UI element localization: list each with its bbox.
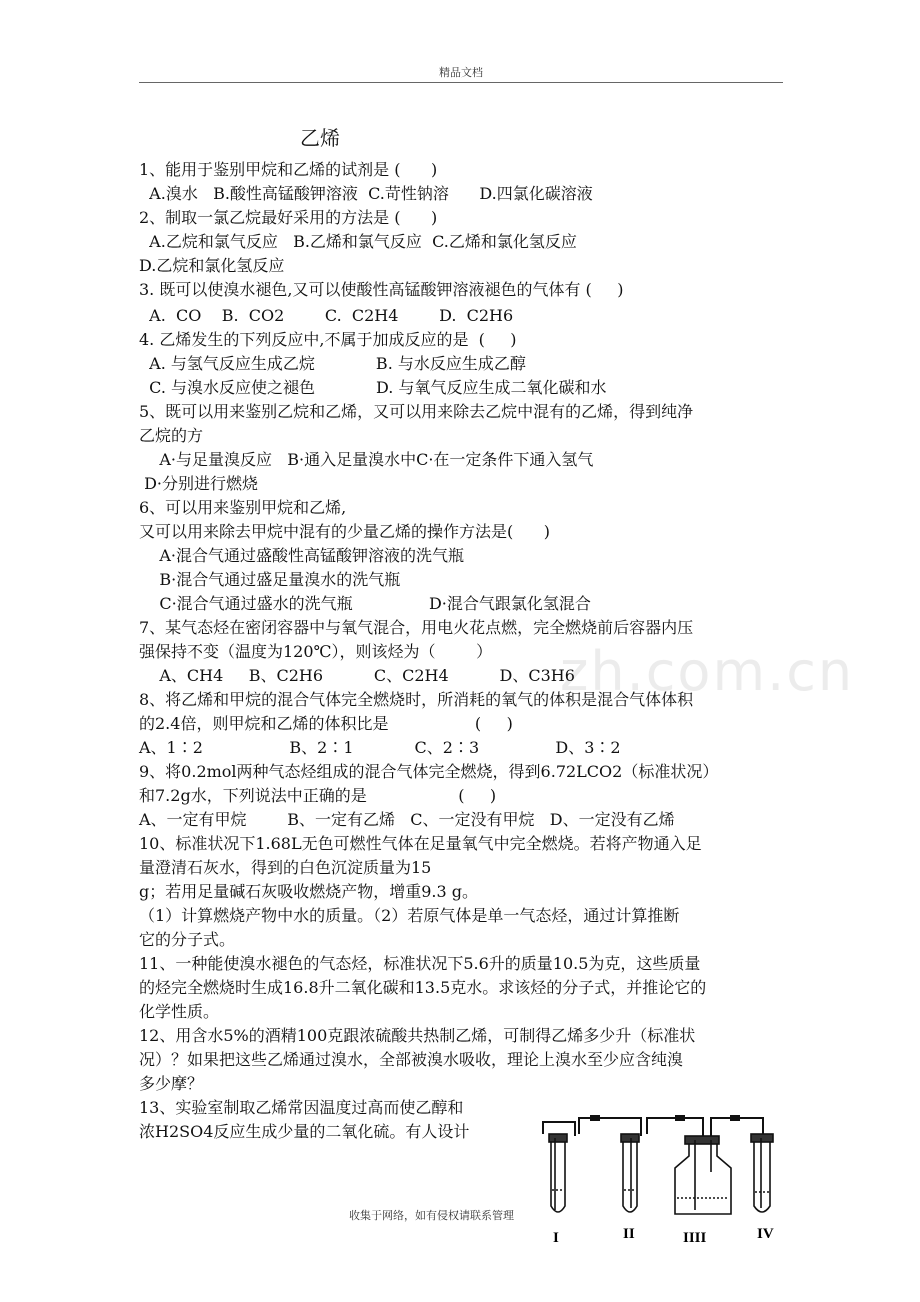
text-line: A·与足量溴反应 B·通入足量溴水中C·在一定条件下通入氢气 bbox=[139, 450, 594, 469]
text-line: 1、能用于鉴别甲烷和乙烯的试剂是 ( ) bbox=[139, 160, 438, 179]
apparatus-label-3: IIII bbox=[683, 1230, 707, 1246]
text-line: 的2.4倍，则甲烷和乙烯的体积比是 ( ) bbox=[139, 714, 513, 733]
text-line: 10、标准状况下1.68L无色可燃性气体在足量氧气中完全燃烧。若将产物通入足 bbox=[139, 834, 702, 853]
text-line: 11、一种能使溴水褪色的气态烃，标准状况下5.6升的质量10.5为克，这些质量 bbox=[139, 954, 701, 973]
text-line: 多少摩？ bbox=[139, 1074, 204, 1093]
document-title: 乙烯 bbox=[300, 126, 340, 150]
tube-4 bbox=[751, 1134, 773, 1212]
text-line: C·混合气通过盛水的洗气瓶 D·混合气跟氯化氢混合 bbox=[139, 594, 591, 613]
text-line: 12、用含水5%的酒精100克跟浓硫酸共热制乙烯，可制得乙烯多少升（标准状 bbox=[139, 1026, 696, 1045]
text-line: A. 与氢气反应生成乙烷 B. 与水反应生成乙醇 bbox=[139, 354, 526, 373]
text-line: 量澄清石灰水，得到的白色沉淀质量为15 bbox=[139, 858, 432, 877]
text-line: 7、某气态烃在密闭容器中与氧气混合，用电火花点燃，完全燃烧前后容器内压 bbox=[139, 618, 694, 637]
text-line: 9、将0.2mol两种气态烃组成的混合气体完全燃烧，得到6.72LCO2（标准状况） bbox=[139, 762, 719, 781]
experiment-apparatus bbox=[535, 1108, 795, 1248]
tube-1 bbox=[549, 1134, 567, 1212]
text-line: 浓H2SO4反应生成少量的二氧化硫。有人设计 bbox=[139, 1122, 470, 1141]
text-line: A、1∶2 B、2∶1 C、2∶3 D、3∶2 bbox=[139, 738, 621, 757]
text-line: 5、既可以用来鉴别乙烷和乙烯，又可以用来除去乙烷中混有的乙烯，得到纯净 bbox=[139, 402, 694, 421]
text-line: A·混合气通过盛酸性高锰酸钾溶液的洗气瓶 bbox=[139, 546, 464, 565]
apparatus-label-4: IV bbox=[757, 1226, 774, 1242]
text-line: D·分别进行燃烧 bbox=[139, 474, 259, 493]
text-line: D.乙烷和氯化氢反应 bbox=[139, 256, 285, 275]
text-line: B·混合气通过盛足量溴水的洗气瓶 bbox=[139, 570, 401, 589]
text-line: A、CH4 B、C2H6 C、C2H4 D、C3H6 bbox=[139, 666, 575, 685]
text-line: 的烃完全燃烧时生成16.8升二氧化碳和13.5克水。求该烃的分子式，并推论它的 bbox=[139, 978, 707, 997]
text-line: 6、可以用来鉴别甲烷和乙烯, bbox=[139, 498, 347, 517]
text-line: 况）？如果把这些乙烯通过溴水，全部被溴水吸收，理论上溴水至少应含纯溴 bbox=[139, 1050, 684, 1069]
apparatus-label-1: I bbox=[553, 1230, 559, 1246]
tube-2 bbox=[621, 1134, 639, 1212]
page-header: 精品文档 bbox=[439, 66, 483, 79]
text-line: C. 与溴水反应使之褪色 D. 与氧气反应生成二氧化碳和水 bbox=[139, 378, 607, 397]
text-line: A. CO B. CO2 C. C2H4 D. C2H6 bbox=[139, 306, 514, 325]
text-line: A.乙烷和氯气反应 B.乙烯和氯气反应 C.乙烯和氯化氢反应 bbox=[139, 232, 577, 251]
text-line: A、一定有甲烷 B、一定有乙烯 C、一定没有甲烷 D、一定没有乙烯 bbox=[139, 810, 675, 829]
apparatus-label-2: II bbox=[623, 1226, 635, 1242]
text-line: 3. 既可以使溴水褪色,又可以使酸性高锰酸钾溶液褪色的气体有 ( ) bbox=[139, 280, 624, 299]
text-line: 和7.2g水，下列说法中正确的是 ( ) bbox=[139, 786, 497, 805]
text-line: 又可以用来除去甲烷中混有的少量乙烯的操作方法是( ) bbox=[139, 522, 551, 541]
text-line: A.溴水 B.酸性高锰酸钾溶液 C.苛性钠溶 D.四氯化碳溶液 bbox=[139, 184, 593, 203]
text-line: 13、实验室制取乙烯常因温度过高而使乙醇和 bbox=[139, 1098, 464, 1117]
text-line: 强保持不变（温度为120℃），则该烃为（ ） bbox=[139, 642, 493, 661]
text-line: 2、制取一氯乙烷最好采用的方法是 ( ) bbox=[139, 208, 438, 227]
text-line: g；若用足量碱石灰吸收燃烧产物，增重9.3 g。 bbox=[139, 882, 479, 901]
text-line: 它的分子式。 bbox=[139, 930, 236, 949]
text-line: （1）计算燃烧产物中水的质量。（2）若原气体是单一气态烃，通过计算推断 bbox=[139, 906, 680, 925]
page-footer: 收集于网络，如有侵权请联系管理 bbox=[349, 1209, 514, 1222]
bottle-3 bbox=[675, 1136, 731, 1214]
text-line: 4. 乙烯发生的下列反应中,不属于加成反应的是 ( ) bbox=[139, 330, 517, 349]
header-rule bbox=[139, 82, 783, 83]
text-line: 乙烷的方 bbox=[139, 426, 204, 445]
text-line: 8、将乙烯和甲烷的混合气体完全燃烧时，所消耗的氧气的体积是混合气体体积 bbox=[139, 690, 694, 709]
text-line: 化学性质。 bbox=[139, 1002, 220, 1021]
watermark: zh.com.cn bbox=[560, 640, 855, 703]
